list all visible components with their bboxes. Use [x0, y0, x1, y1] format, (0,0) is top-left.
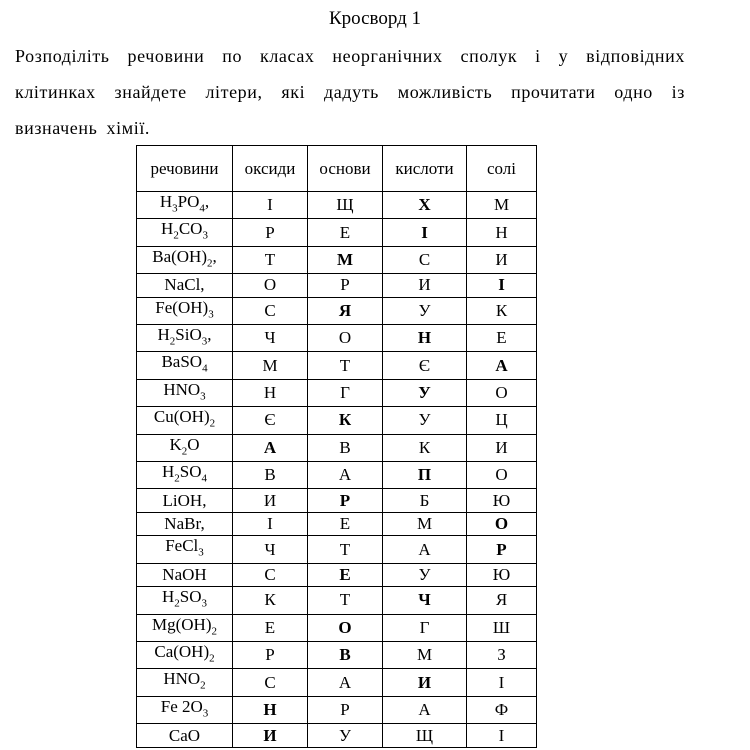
table-row	[137, 407, 537, 434]
substance-cell	[137, 724, 233, 748]
substance-cell	[137, 462, 233, 489]
header-bases: основи	[308, 146, 383, 192]
salt-letter-cell: О	[467, 462, 537, 489]
table-row	[137, 536, 537, 563]
base-letter-cell: Г	[308, 379, 383, 406]
substance-cell	[137, 219, 233, 246]
base-letter-cell: В	[308, 642, 383, 669]
salt-letter-cell: І	[467, 724, 537, 748]
base-letter-cell: Р	[308, 274, 383, 298]
salt-letter-cell: З	[467, 642, 537, 669]
substance-cell	[137, 512, 233, 536]
acid-letter-cell: І	[383, 219, 467, 246]
substance-cell	[137, 246, 233, 273]
table-row	[137, 379, 537, 406]
acid-letter-cell: И	[383, 669, 467, 696]
base-letter-cell: Т	[308, 536, 383, 563]
salt-letter-cell: І	[467, 274, 537, 298]
table-row	[137, 642, 537, 669]
substance-formula: $H_2SO_3$	[161, 587, 207, 610]
oxide-letter-cell: І	[233, 512, 308, 536]
substance-cell	[137, 614, 233, 641]
table-row	[137, 192, 537, 219]
substance-formula: $H_2CO_3$	[161, 219, 208, 242]
substance-cell	[137, 297, 233, 324]
salt-letter-cell: О	[467, 512, 537, 536]
base-letter-cell: В	[308, 434, 383, 461]
table-row	[137, 297, 537, 324]
substance-cell	[137, 587, 233, 614]
acid-letter-cell: Є	[383, 352, 467, 379]
oxide-letter-cell: В	[233, 462, 308, 489]
acid-letter-cell: У	[383, 379, 467, 406]
salt-letter-cell: Ц	[467, 407, 537, 434]
substance-formula: $Ba(OH)_2$,	[152, 246, 217, 270]
base-letter-cell: О	[308, 614, 383, 641]
table-row	[137, 274, 537, 298]
acid-letter-cell: М	[383, 512, 467, 536]
substance-formula: $HNO_3$	[163, 379, 206, 403]
substance-formula: $K_2O$	[169, 434, 200, 458]
salt-letter-cell: Ш	[467, 614, 537, 641]
header-row	[137, 146, 537, 192]
oxide-letter-cell: Ч	[233, 325, 308, 352]
substance-formula: LiOH,	[162, 490, 207, 510]
acid-letter-cell: А	[383, 536, 467, 563]
salt-letter-cell: Ю	[467, 489, 537, 513]
crossword-table	[136, 145, 537, 748]
salt-letter-cell: Е	[467, 325, 537, 352]
oxide-letter-cell: С	[233, 563, 308, 587]
acid-letter-cell: У	[383, 407, 467, 434]
table-row	[137, 489, 537, 513]
acid-letter-cell: М	[383, 642, 467, 669]
base-letter-cell: Т	[308, 352, 383, 379]
base-letter-cell: У	[308, 724, 383, 748]
substance-cell	[137, 352, 233, 379]
table-row	[137, 563, 537, 587]
base-letter-cell: О	[308, 325, 383, 352]
oxide-letter-cell: К	[233, 587, 308, 614]
substance-formula: $Cu(OH)_2$	[153, 407, 216, 430]
task-instructions: Розподіліть речовини по класах неорганічних сполук і у відповідних клітинках знайдете літери, які дадуть можливість прочитати одно із визначень хімії.	[15, 46, 685, 138]
acid-letter-cell: Б	[383, 489, 467, 513]
oxide-letter-cell: Ч	[233, 536, 308, 563]
acid-letter-cell: С	[383, 246, 467, 273]
oxide-letter-cell: М	[233, 352, 308, 379]
base-letter-cell: К	[308, 407, 383, 434]
base-letter-cell: М	[308, 246, 383, 273]
page-title: Кросворд 1	[328, 8, 422, 29]
table-row	[137, 352, 537, 379]
acid-letter-cell: Н	[383, 325, 467, 352]
oxide-letter-cell: Е	[233, 614, 308, 641]
substance-cell	[137, 696, 233, 723]
acid-letter-cell: И	[383, 274, 467, 298]
acid-letter-cell: Г	[383, 614, 467, 641]
substance-cell	[137, 325, 233, 352]
salt-letter-cell: Ф	[467, 696, 537, 723]
base-letter-cell: А	[308, 462, 383, 489]
oxide-letter-cell: Р	[233, 642, 308, 669]
substance-cell	[137, 274, 233, 298]
acid-letter-cell: К	[383, 434, 467, 461]
base-letter-cell: Я	[308, 297, 383, 324]
acid-letter-cell: А	[383, 696, 467, 723]
acid-letter-cell: Ч	[383, 587, 467, 614]
substance-formula: $Mg(OH)_2$	[152, 614, 217, 638]
substance-formula: $H_3PO_4$,	[159, 192, 210, 215]
oxide-letter-cell: Т	[233, 246, 308, 273]
substance-cell	[137, 379, 233, 406]
substance-cell	[137, 489, 233, 513]
table-row	[137, 246, 537, 273]
base-letter-cell: Р	[308, 696, 383, 723]
table-row	[137, 724, 537, 748]
acid-letter-cell: У	[383, 563, 467, 587]
substance-cell	[137, 563, 233, 587]
substance-formula: CaO	[168, 725, 201, 745]
substance-cell	[137, 536, 233, 563]
substance-formula: BaSO$_4$	[161, 352, 208, 375]
substance-formula: $Ca(OH)_2$	[154, 642, 215, 665]
header-oxides: оксиди	[233, 146, 308, 192]
table-row	[137, 614, 537, 641]
header-substances: речовини	[137, 146, 233, 192]
acid-letter-cell: Щ	[383, 724, 467, 748]
oxide-letter-cell: С	[233, 669, 308, 696]
base-letter-cell: Е	[308, 563, 383, 587]
oxide-letter-cell: А	[233, 434, 308, 461]
table-row	[137, 669, 537, 696]
substance-cell	[137, 669, 233, 696]
base-letter-cell: Т	[308, 587, 383, 614]
oxide-letter-cell: И	[233, 724, 308, 748]
substance-formula: $Fe(OH)_3$	[155, 297, 214, 321]
salt-letter-cell: А	[467, 352, 537, 379]
oxide-letter-cell: Н	[233, 379, 308, 406]
table-row	[137, 434, 537, 461]
substance-formula: $H_2SiO_3$,	[157, 325, 212, 348]
salt-letter-cell: Н	[467, 219, 537, 246]
salt-letter-cell: К	[467, 297, 537, 324]
table-row	[137, 325, 537, 352]
salt-letter-cell: І	[467, 669, 537, 696]
table-row	[137, 219, 537, 246]
acid-letter-cell: П	[383, 462, 467, 489]
salt-letter-cell: И	[467, 246, 537, 273]
oxide-letter-cell: І	[233, 192, 308, 219]
acid-letter-cell: Х	[383, 192, 467, 219]
salt-letter-cell: Ю	[467, 563, 537, 587]
salt-letter-cell: О	[467, 379, 537, 406]
substance-formula: $H_2SO_4$	[161, 462, 207, 485]
table-row	[137, 696, 537, 723]
substance-formula: $HNO_2$	[163, 669, 206, 692]
salt-letter-cell: Р	[467, 536, 537, 563]
oxide-letter-cell: Є	[233, 407, 308, 434]
oxide-letter-cell: С	[233, 297, 308, 324]
salt-letter-cell: И	[467, 434, 537, 461]
substance-cell	[137, 407, 233, 434]
base-letter-cell: Щ	[308, 192, 383, 219]
table-row	[137, 512, 537, 536]
substance-formula: FeCl$_3$	[165, 536, 204, 559]
table-row	[137, 462, 537, 489]
substance-cell	[137, 642, 233, 669]
substance-formula: NaOH	[162, 565, 207, 585]
oxide-letter-cell: И	[233, 489, 308, 513]
header-salts: солі	[467, 146, 537, 192]
base-letter-cell: А	[308, 669, 383, 696]
base-letter-cell: Е	[308, 219, 383, 246]
header-acids: кислоти	[383, 146, 467, 192]
table-row	[137, 587, 537, 614]
substance-cell	[137, 192, 233, 219]
substance-cell	[137, 434, 233, 461]
substance-formula: Fe $2O_3$	[160, 696, 209, 720]
substance-formula: NaCl,	[164, 275, 205, 295]
oxide-letter-cell: Р	[233, 219, 308, 246]
substance-formula: NaBr,	[164, 514, 205, 534]
oxide-letter-cell: Н	[233, 696, 308, 723]
base-letter-cell: Е	[308, 512, 383, 536]
salt-letter-cell: Я	[467, 587, 537, 614]
oxide-letter-cell: О	[233, 274, 308, 298]
base-letter-cell: Р	[308, 489, 383, 513]
salt-letter-cell: М	[467, 192, 537, 219]
acid-letter-cell: У	[383, 297, 467, 324]
